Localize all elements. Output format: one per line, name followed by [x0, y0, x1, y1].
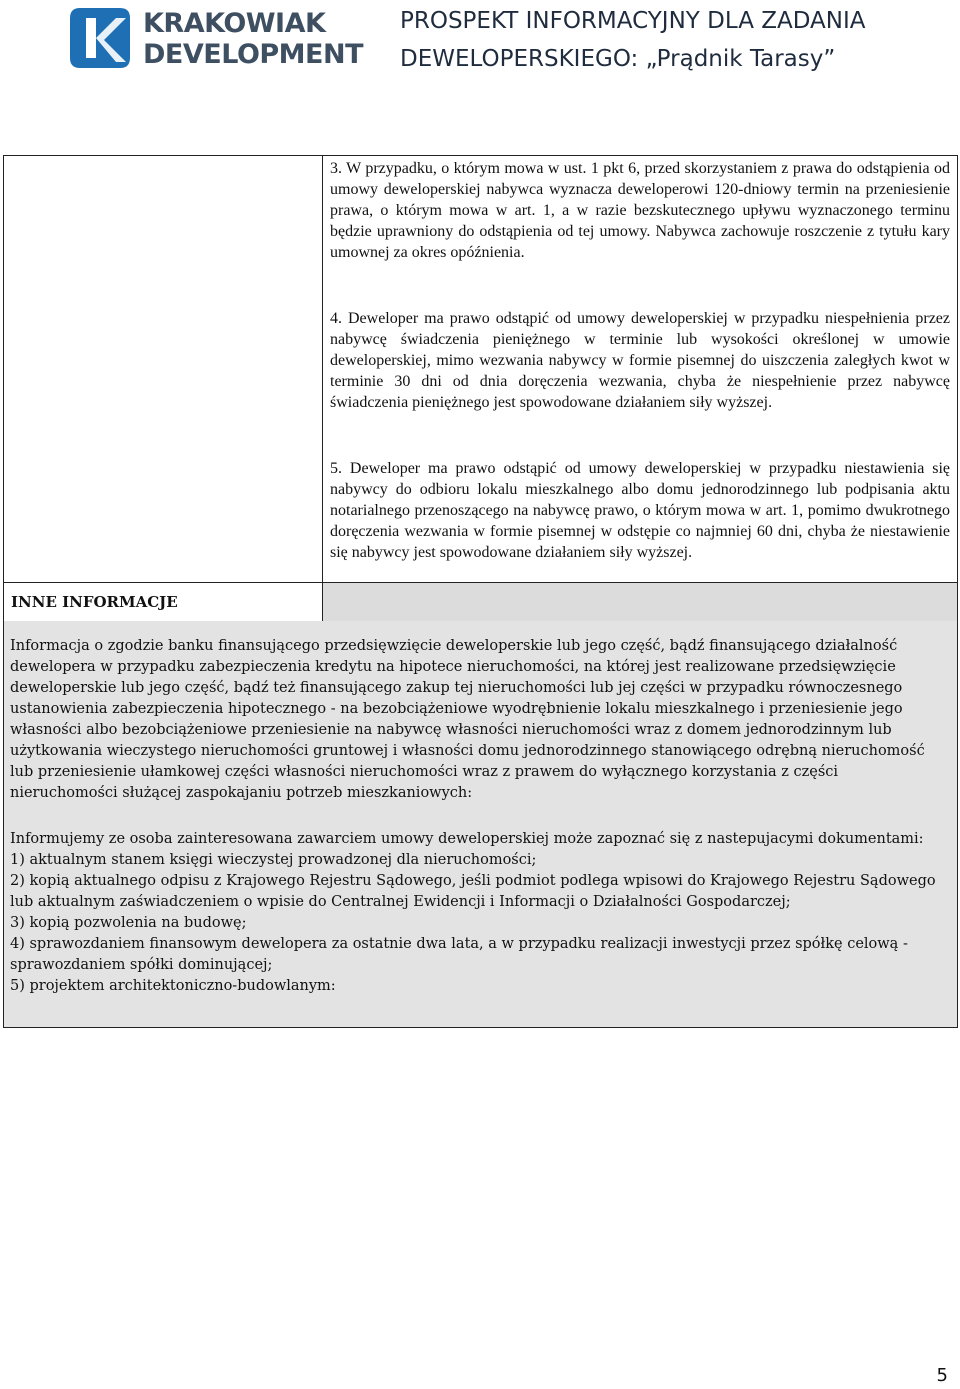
list-item: 4) sprawozdaniem finansowym dewelopera za ostatnie dwa lata, a w przypadku realizacji inwestycji przez spółkę celową - sprawozdaniem spółki dominującej; — [10, 936, 908, 973]
title-line-2: DEWELOPERSKIEGO: „Prądnik Tarasy” — [400, 46, 836, 72]
documents-intro: Informujemy ze osoba zainteresowana zawarciem umowy deweloperskiej może zapoznać się z nastepujacymi dokumentami: — [10, 831, 924, 847]
list-item: 2) kopią aktualnego odpisu z Krajowego Rejestru Sądowego, jeśli podmiot podlega wpisowi do Krajowego Rejestru Sądowego lub aktualnym zaświadczeniem o wpisie do Centralnej Ewidencji i Informacji o Działalności Gospodarczej; — [10, 873, 936, 910]
list-item: 5) projektem architektoniczno-budowlanym: — [10, 978, 336, 994]
company-logo — [68, 6, 364, 72]
clause-5: 5. Deweloper ma prawo odstąpić od umowy deweloperskiej w przypadku niestawienia się nabywcy do odbioru lokalu mieszkalnego albo domu jednorodzinnego lub podpisania aktu notarialnego przenoszącego na nabywcę prawo, o którym mowa w art. 1, pomimo dwukrotnego doręczenia wezwania w formie pisemnej w odstępie co najmniej 60 dni, chyba że niestawienie się nabywcy jest spowodowane działaniem siły wyższej. — [330, 460, 950, 561]
logo-mark-icon — [68, 6, 132, 70]
clause-3: 3. W przypadku, o którym mowa w ust. 1 pkt 6, przed skorzystaniem z prawa do odstąpienia od umowy deweloperskiej nabywca wyznacza deweloperowi 120-dniowy termin na przeniesienie prawa, o którym mowa w art. 1, a w razie bezskutecznego upływu wyznaczonego terminu będzie uprawniony do odstąpienia od tej umowy. Nabywca zachowuje roszczenie z tytułu kary umownej za okres opóźnienia. — [330, 160, 950, 261]
documents-list — [10, 829, 950, 997]
clause-4: 4. Deweloper ma prawo odstąpić od umowy deweloperskiej w przypadku niespełnienia przez nabywcę świadczenia pieniężnego w terminie lub wysokości określonej w umowie deweloperskiej, mimo wezwania nabywcy w formie pisemnej do uiszczenia zaległych kwot w terminie 30 dni od dnia doręczenia wezwania, chyba że niespełnienie przez nabywcę świadczenia pieniężnego jest spowodowane działaniem siły wyższej. — [330, 310, 950, 411]
document-title — [400, 2, 950, 78]
bank-info-text: Informacja o zgodzie banku finansującego przedsięwzięcie deweloperskie lub jego część, bądź finansującego działalność dewelopera w przypadku zabezpieczenia kredytu na hipotece nieruchomości, na której jest realizowane przedsięwzięcie deweloperskie lub jego część, bądź też finansującego zakup tej nieruchomości lub jej części w przypadku równoczesnego ustanowienia zabezpieczenia hipotecznego - na bezobciążeniowe wyodrębnienie lokalu mieszkalnego i przeniesienie jego własności albo bezobciążeniowe przeniesienie na nabywcę własności nieruchomości wraz z domem jednorodzinnym lub użytkowania wieczystego nieruchomości gruntowej i własności domu jednorodzinnego stanowiącego odrębną nieruchomość lub przeniesienie ułamkowej części własności nieruchomości wraz z prawem do wyłącznego korzystania z części nieruchomości służącej zaspokajaniu potrzeb mieszkaniowych: — [10, 638, 925, 801]
list-item: 3) kopią pozwolenia na budowę; — [10, 915, 247, 931]
page-number: 5 — [936, 1365, 948, 1386]
title-line-1: PROSPEKT INFORMACYJNY DLA ZADANIA — [400, 8, 866, 34]
logo-text — [143, 8, 363, 70]
list-item: 1) aktualnym stanem księgi wieczystej prowadzonej dla nieruchomości; — [10, 852, 537, 868]
logo-line-2: DEVELOPMENT — [143, 39, 364, 70]
section-label-gray-cell — [322, 582, 958, 622]
section-label: INNE INFORMACJE — [3, 582, 323, 622]
logo-line-1: KRAKOWIAK — [143, 8, 326, 39]
table-left-cell — [3, 155, 323, 583]
